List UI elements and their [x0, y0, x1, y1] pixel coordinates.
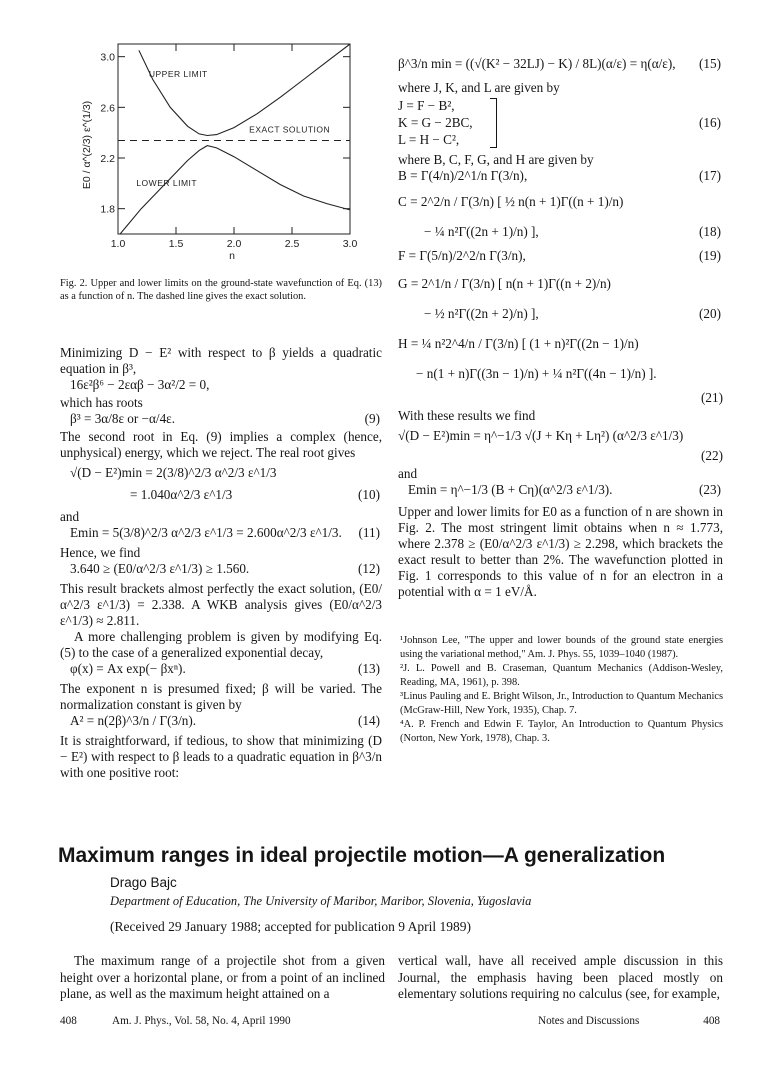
- equation-13: φ(x) = Ax exp(− βxⁿ). (13): [70, 661, 380, 676]
- equation-15: β^3/n min = ((√(K² − 32LJ) − K) / 8L)(α/ε) = η(α/ε), (15): [398, 56, 721, 71]
- article-body-col1: The maximum range of a projectile shot from a given height over a horizontal plane, or from a point of an inclined plane, as well as the maximum height attained on a: [60, 953, 385, 1001]
- equation-23: Emin = η^−1/3 (B + Cη)(α^2/3 ε^1/3). (23): [408, 482, 721, 497]
- chart-svg: [60, 36, 382, 271]
- article-author: Drago Bajc: [110, 875, 177, 890]
- y-tick-label: 2.6: [100, 102, 115, 115]
- right-column: [398, 50, 723, 746]
- annotation-label: LOWER LIMIT: [136, 177, 198, 188]
- equation-21-number: (21): [701, 390, 723, 405]
- equation-22-number: (22): [701, 448, 723, 463]
- article-affiliation: Department of Education, The University of Maribor, Maribor, Slovenia, Yugoslavia: [110, 894, 532, 908]
- equation-11: Emin = 5(3/8)^2/3 α^2/3 ε^1/3 = 2.600α^2/3 ε^1/3. (11): [70, 525, 380, 540]
- equation-21a: H = ¼ n²2^4/n / Γ(3/n) [ (1 + n)²Γ((2n − 1)/n): [398, 336, 639, 351]
- where-jkl: where J, K, and L are given by: [398, 80, 560, 95]
- where-bcfgh: where B, C, F, G, and H are given by: [398, 152, 594, 167]
- annotation-label: EXACT SOLUTION: [249, 124, 331, 135]
- equation-20a: G = 2^1/n / Γ(3/n) [ n(n + 1)Γ((n + 2)/n): [398, 276, 611, 291]
- x-tick-label: 2.5: [284, 238, 300, 250]
- and-1: and: [60, 509, 80, 524]
- y-axis-label: E0 / α^(2/3) ε^(1/3): [81, 100, 93, 190]
- equation-18b: − ¼ n²Γ((2n + 1)/n) ], (18): [424, 224, 721, 239]
- annotation-label: UPPER LIMIT: [148, 68, 208, 79]
- series-line-lower-limit: [118, 146, 350, 237]
- with-results: With these results we find: [398, 408, 536, 423]
- equation-9: β³ = 3α/8ε or −α/4ε. (9): [70, 411, 380, 426]
- paragraph-6: It is straightforward, if tedious, to show that minimizing (D − E²) with respect to β leads to a quadratic equation in β^3/n with one positive root:: [60, 733, 382, 780]
- reference-4: ⁴A. P. French and Edwin F. Taylor, An Introduction to Quantum Physics (Norton, New York, 1978), Chap. 3.: [400, 719, 723, 744]
- section-name: Notes and Discussions: [538, 1015, 640, 1027]
- article-header: [58, 843, 738, 935]
- figure-caption: Fig. 2. Upper and lower limits on the ground-state wavefunction of Eq. (13) as a function of n. The dashed line gives the exact solution.: [60, 278, 382, 302]
- paragraph-5: The exponent n is presumed fixed; β will be varied. The normalization constant is given by: [60, 681, 382, 712]
- paragraph-1: Minimizing D − E² with respect to β yields a quadratic equation in β³,: [60, 345, 382, 376]
- journal-citation: Am. J. Phys., Vol. 58, No. 4, April 1990: [112, 1015, 291, 1027]
- x-tick-label: 3.0: [342, 238, 358, 250]
- x-tick-label: 1.5: [168, 238, 184, 250]
- paragraph-2: The second root in Eq. (9) implies a complex (hence, unphysical) energy, which we reject. The real root gives: [60, 429, 382, 460]
- x-tick-label: 1.0: [110, 238, 126, 250]
- equation-19: F = Γ(5/n)/2^2/n Γ(3/n), (19): [398, 248, 721, 263]
- equation-20b: − ½ n²Γ((2n + 2)/n) ], (20): [424, 306, 721, 321]
- equation-18a: C = 2^2/n / Γ(3/n) [ ½ n(n + 1)Γ((n + 1)/n): [398, 194, 624, 209]
- x-tick-label: 2.0: [226, 238, 242, 250]
- equation-14: A² = n(2β)^3/n / Γ(3/n). (14): [70, 713, 380, 728]
- y-tick-label: 3.0: [100, 51, 115, 64]
- paragraph-7: Upper and lower limits for E0 as a function of n are shown in Fig. 2. The most stringent limit obtains when n ≈ 1.773, where 2.378 ≥ (E0/α^2/3 ε^1/3) ≥ 2.298, which brackets the exact result to better than 2%. The wavefunction plotted in Fig. 1 corresponds to this value of n for an electron in a potential with α = 1 eV/Å.: [398, 504, 723, 599]
- equation-10a: √(D − E²)min = 2(3/8)^2/3 α^2/3 ε^1/3: [70, 465, 277, 480]
- equation-12: 3.640 ≥ (E0/α^2/3 ε^1/3) ≥ 1.560. (12): [70, 561, 380, 576]
- reference-2: ²J. L. Powell and B. Craseman, Quantum Mechanics (Addison-Wesley, Reading, MA, 1961), p. 398.: [400, 663, 723, 688]
- equation-22: √(D − E²)min = η^−1/3 √(J + Kη + Lη²) (α^2/3 ε^1/3): [398, 428, 684, 443]
- paragraph-3: This result brackets almost perfectly the exact solution, (E0/α^2/3 ε^1/3) = 2.338. A WKB analysis gives (E0/α^2/3 ε^1/3) ≈ 2.811.: [60, 581, 382, 628]
- equation-16: J = F − B², K = G − 2BC, L = H − C², (16): [398, 98, 721, 147]
- series-line-upper-limit: [139, 44, 350, 136]
- hence: Hence, we find: [60, 545, 141, 560]
- y-tick-label: 2.2: [100, 153, 115, 165]
- reference-3: ³Linus Pauling and E. Bright Wilson, Jr., Introduction to Quantum Mechanics (McGraw-Hill, New York, 1935), Chap. 7.: [400, 691, 723, 716]
- y-tick-label: 1.8: [100, 203, 115, 216]
- paragraph-4: A more challenging problem is given by modifying Eq. (5) to the case of a generalized exponential decay,: [60, 629, 382, 660]
- equation-quadratic: 16ε²β⁶ − 2εαβ − 3α²/2 = 0,: [70, 377, 210, 392]
- article-title: Maximum ranges in ideal projectile motion—A generalization: [58, 844, 666, 867]
- equation-10b: = 1.040α^2/3 ε^1/3 (10): [130, 487, 380, 502]
- equation-21b: − n(1 + n)Γ((3n − 1)/n) + ¼ n²Γ((4n − 1)/n) ].: [416, 366, 657, 381]
- article-body-col2: vertical wall, have all received ample discussion in this Journal, the emphasis having been placed mostly on elementary solutions requiring no calculus (see, for example,: [398, 953, 723, 1001]
- which-has-roots: which has roots: [60, 395, 143, 410]
- page-number-left: 408: [60, 1015, 77, 1027]
- and-2: and: [398, 466, 418, 481]
- equation-17: B = Γ(4/n)/2^1/n Γ(3/n), (17): [398, 168, 721, 183]
- reference-1: ¹Johnson Lee, "The upper and lower bounds of the ground state energies using the variational method," Am. J. Phys. 55, 1039–1040 (1987).: [400, 635, 723, 660]
- figure-2-chart: [60, 36, 382, 271]
- article-received: (Received 29 January 1988; accepted for publication 9 April 1989): [110, 919, 472, 934]
- left-column: [60, 36, 382, 781]
- references: [398, 634, 723, 745]
- page-number-right: 408: [703, 1015, 720, 1027]
- x-axis-label: n: [229, 250, 235, 262]
